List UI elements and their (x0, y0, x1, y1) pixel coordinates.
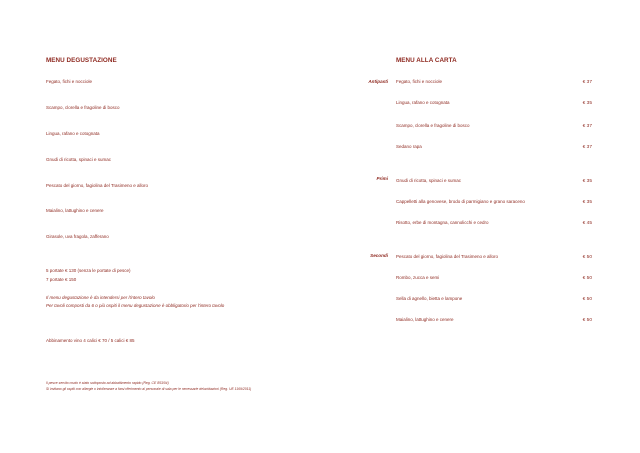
section-label-secondi: Secondi (370, 253, 388, 258)
carta-item-price: € 37 (582, 145, 592, 150)
carta-title: MENU ALLA CARTA (396, 57, 457, 64)
carta-item-price: € 50 (582, 255, 592, 260)
degustazione-item: Girasole, uva fragola, zafferano (46, 234, 109, 239)
carta-item: Lingua, rafano e cotognata (396, 100, 450, 105)
carta-item-price: € 37 (582, 80, 592, 85)
degustazione-item: Scampo, clorella e fragoline di bosco (46, 105, 120, 110)
carta-item-price: € 50 (582, 297, 592, 302)
degustazione-item: Lingua, rafano e cotognata (46, 131, 100, 136)
degustazione-prices-line1: 5 portate € 130 (senza le portate di pesce) (46, 268, 131, 273)
degustazione-item: Maialino, lattughino e cenere (46, 208, 104, 213)
section-label-antipasti: Antipasti (368, 79, 388, 84)
degustazione-title: MENU DEGUSTAZIONE (46, 57, 117, 64)
carta-item: Fegato, fichi e nocciole (396, 79, 443, 84)
degustazione-note-line2: Per tavoli composti da 6 o più ospiti il menu degustazione è obbligatorio per l'intero tavolo (46, 303, 225, 308)
degustazione-item: Fegato, fichi e nocciole (46, 79, 93, 84)
degustazione-note-line1: Il menu degustazione è da intendersi per l'intero tavolo (46, 295, 155, 300)
carta-item-price: € 50 (582, 318, 592, 323)
carta-item: Scampo, clorella e fragoline di bosco (396, 123, 470, 128)
carta-item: Rombo, zucca e semi (396, 275, 440, 280)
carta-item-price: € 35 (582, 101, 592, 106)
degustazione-item: Gnudi di ricotta, spinaci e sumac (46, 157, 112, 162)
carta-item: Sella di agnello, bietta e lampone (396, 296, 463, 301)
carta-item: Pescato del giorno, fagiolina del Trasimeno e alloro (396, 254, 499, 259)
carta-item: Cappelletti alla genovese, brodo di parmigiano e grano saraceno (396, 199, 525, 204)
carta-item-price: € 45 (582, 221, 592, 226)
footnote-line2: Si invitano gli ospiti con allergie o intolleranze a farsi riferimento al personale di sala per le necessarie delucidazioni (Reg. UE 1169/2011) (46, 387, 252, 391)
carta-item-price: € 35 (582, 200, 592, 205)
carta-item-price: € 35 (582, 179, 592, 184)
carta-item: Sedano rapa (396, 144, 422, 149)
wine-pairing: Abbinamento vino 4 calici € 70 / 5 calici € 85 (46, 338, 135, 343)
degustazione-prices-line2: 7 portate € 150 (46, 277, 77, 282)
carta-item: Maialino, lattughino e cenere (396, 317, 454, 322)
degustazione-item: Pescato del giorno, fagiolina del Trasimeno e alloro (46, 183, 149, 188)
carta-item: Gnudi di ricotta, spinaci e sumac (396, 178, 462, 183)
section-label-primi: Primi (376, 176, 388, 181)
footnote-line1: Il pesce servito crudo è stato sottoposto ad abbattimento rapido (Reg. CE 853/04) (46, 381, 169, 385)
carta-item-price: € 37 (582, 124, 592, 129)
carta-item: Risotto, erbe di montagna, cannolicchi e cedro (396, 220, 489, 225)
carta-item-price: € 50 (582, 276, 592, 281)
